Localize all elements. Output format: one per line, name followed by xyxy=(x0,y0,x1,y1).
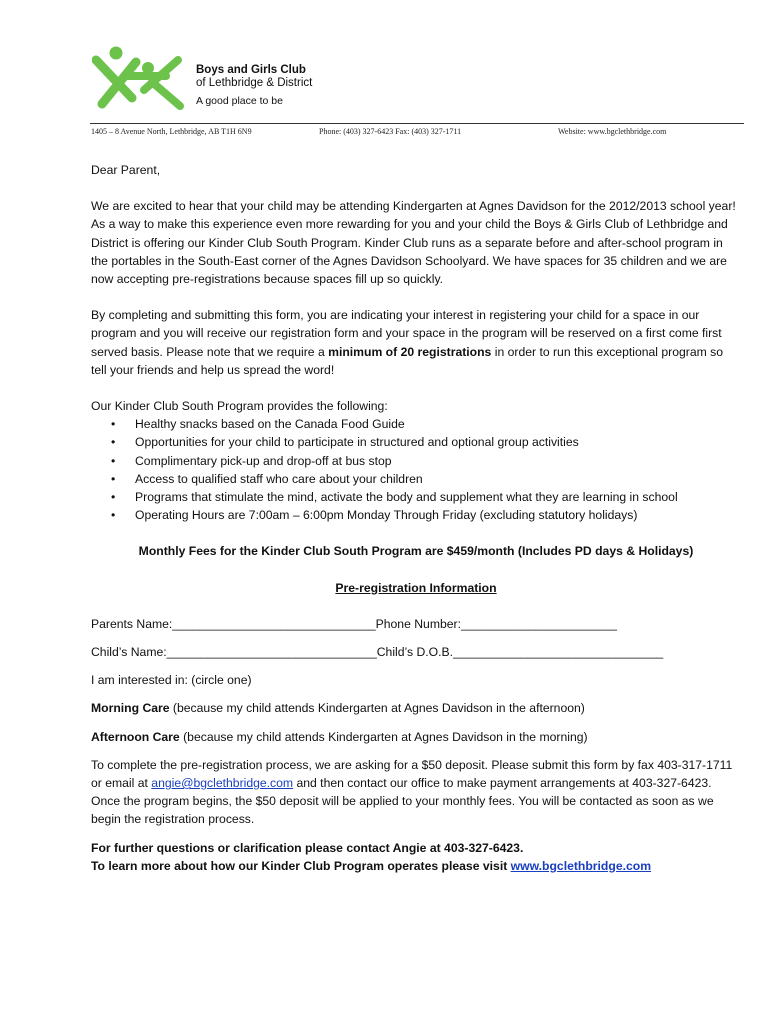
commitment-text-b: in order to run this exceptional program so tell your friends and help us spread the word! xyxy=(91,344,724,377)
questions-line xyxy=(91,839,741,857)
list-item: • Access to qualified staff who care about your children xyxy=(91,470,741,488)
morning-care-option[interactable] xyxy=(91,699,741,717)
intro-paragraph: We are excited to hear that your child may be attending Kindergarten at Agnes Davidson for the 2012/2013 school year! As a way to make this experience even more rewarding for you and your child the Boys & Girls Club of Lethbridge and District is offering our Kinder Club South Program. Kinder Club runs as a separate before and after-school program in the portables in the South-East corner of the Agnes Davidson Schoolyard. We have spaces for 35 children and we are now accepting pre-registrations because spaces fill up so quickly. xyxy=(91,199,736,287)
org-name-line2: of Lethbridge & District xyxy=(196,77,313,89)
monthly-fees: Monthly Fees for the Kinder Club South Program are $459/month (Includes PD days & Holidays) xyxy=(138,544,694,559)
email-link[interactable]: angie@bgclethbridge.com xyxy=(151,776,294,791)
minimum-registrations: minimum of 20 registrations xyxy=(328,344,492,359)
questions-text: For further questions or clarification please contact Angie at 403-327-6423. xyxy=(91,840,524,855)
commitment-paragraph xyxy=(91,306,741,379)
deposit-paragraph xyxy=(91,756,741,829)
deposit-text-a: To complete the pre-registration process, we are asking for a $50 deposit. Please submit this form by fax 403-317-1711 or email at xyxy=(91,757,733,791)
afternoon-care-label: Afternoon Care xyxy=(91,729,180,744)
parents-name-field[interactable]: Parents Name:______________________________Phone Number:_______________________ xyxy=(91,616,617,631)
list-item: • Operating Hours are 7:00am – 6:00pm Monday Through Friday (excluding statutory holidays) xyxy=(91,506,741,524)
org-address: 1405 – 8 Avenue North, Lethbridge, AB T1H 6N9 xyxy=(91,127,252,136)
list-intro: Our Kinder Club South Program provides the following: xyxy=(91,399,388,414)
feature-list xyxy=(91,415,741,524)
letter-body xyxy=(91,161,741,875)
learn-more-text: To learn more about how our Kinder Club Program operates please visit xyxy=(91,858,511,873)
prereg-heading: Pre-registration Information xyxy=(335,580,497,595)
afternoon-care-option[interactable] xyxy=(91,728,741,746)
logo-mark-icon xyxy=(92,46,184,110)
org-website: Website: www.bgclethbridge.com xyxy=(558,127,667,136)
morning-care-label: Morning Care xyxy=(91,701,170,716)
club-logo xyxy=(92,46,184,110)
list-item: • Healthy snacks based on the Canada Food Guide xyxy=(91,415,741,433)
org-phone-fax: Phone: (403) 327-6423 Fax: (403) 327-1711 xyxy=(319,127,462,136)
org-tagline: A good place to be xyxy=(196,95,283,107)
list-item: • Opportunities for your child to participate in structured and optional group activities xyxy=(91,433,741,451)
brand-block xyxy=(196,64,312,108)
morning-care-desc: (because my child attends Kindergarten at Agnes Davidson in the afternoon) xyxy=(169,701,585,716)
list-item: • Complimentary pick-up and drop-off at bus stop xyxy=(91,452,741,470)
learn-more-line xyxy=(91,857,741,875)
org-name-line1: Boys and Girls Club xyxy=(196,64,306,76)
interest-prompt: I am interested in: (circle one) xyxy=(91,673,252,688)
salutation: Dear Parent, xyxy=(91,163,161,177)
header-divider xyxy=(90,123,744,124)
deposit-text-b: and then contact our office to make payment arrangements at 403-327-6423. Once the program begins, the $50 deposit will be applied to your monthly fees. You will be contacted as soon as we begin the registration process. xyxy=(91,776,714,827)
commitment-text-a: By completing and submitting this form, you are indicating your interest in registering your child for a space in our program and you will receive our registration form and your space in the program will be reserved on a first come first served basis. Please note that we require a xyxy=(91,308,722,359)
list-item: • Programs that stimulate the mind, activate the body and supplement what they are learning in school xyxy=(91,488,741,506)
website-link[interactable]: www.bgclethbridge.com xyxy=(510,858,652,873)
afternoon-care-desc: (because my child attends Kindergarten at Agnes Davidson in the morning) xyxy=(179,729,588,744)
child-name-field[interactable]: Child’s Name:_______________________________Child’s D.O.B._______________________________ xyxy=(91,645,664,660)
